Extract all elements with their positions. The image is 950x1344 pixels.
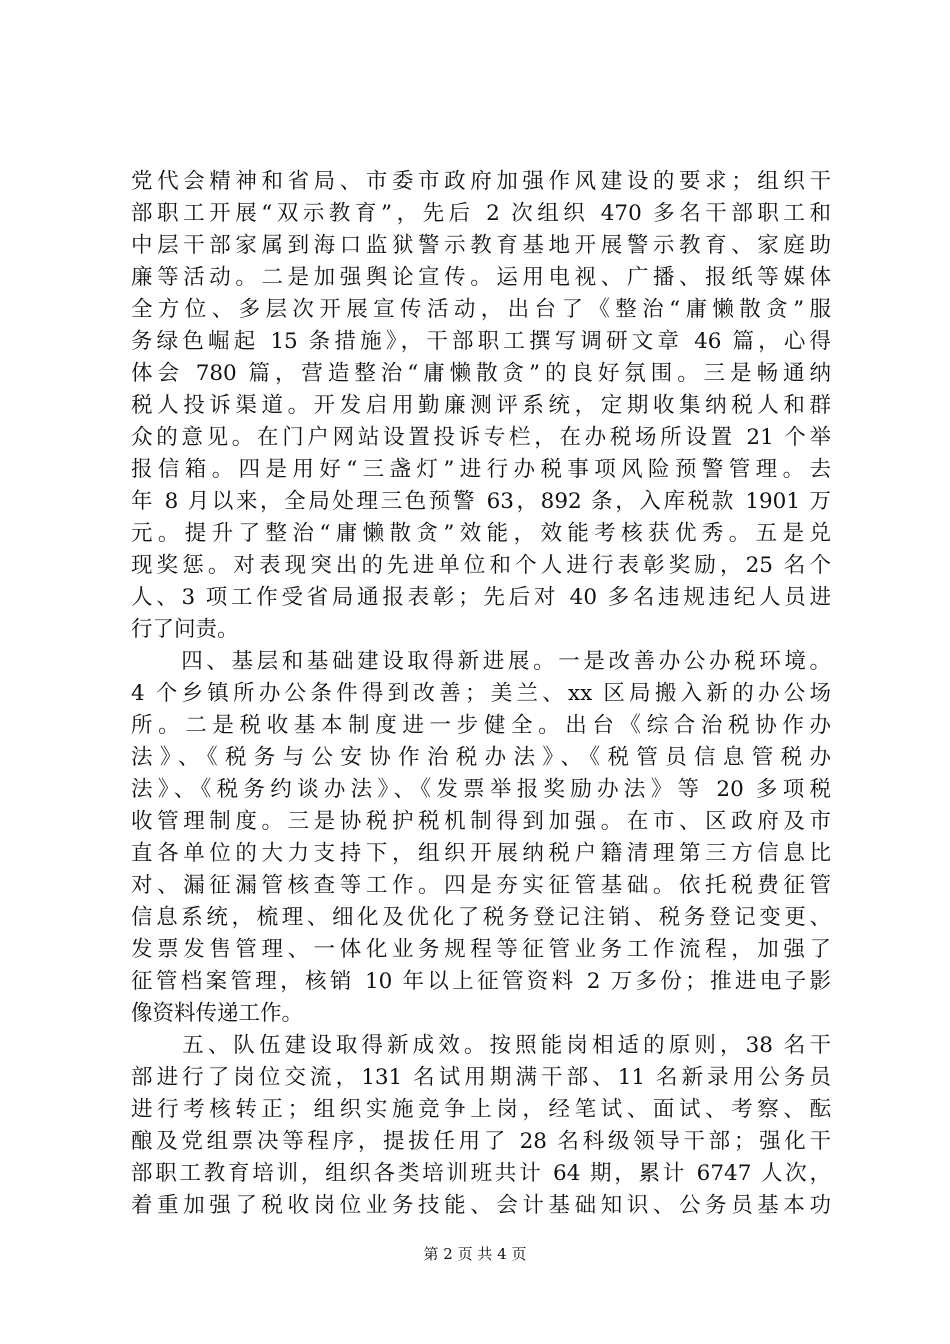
text-line: 税人投诉渠道。开发启用勤廉测评系统，定期收集纳税人和群 [131, 393, 831, 418]
text-line: 信息系统，梳理、细化及优化了税务登记注销、税务登记变更、 [131, 905, 831, 930]
text-line: 五、队伍建设取得新成效。按照能岗相适的原则，38 名干 [131, 1033, 831, 1058]
text-line: 元。提升了整治“庸懒散贪”效能，效能考核获优秀。五是兑 [131, 521, 831, 546]
text-line: 体会 780 篇，营造整治“庸懒散贪”的良好氛围。三是畅通纳 [131, 361, 831, 386]
text-line: 征管档案管理，核销 10 年以上征管资料 2 万多份；推进电子影 [131, 969, 831, 994]
text-line: 4 个乡镇所办公条件得到改善；美兰、xx 区局搬入新的办公场 [131, 681, 831, 706]
text-line: 所。二是税收基本制度进一步健全。出台《综合治税协作办 [131, 713, 831, 738]
text-line: 酿及党组票决等程序，提拔任用了 28 名科级领导干部；强化干 [131, 1129, 831, 1154]
body-text [131, 166, 831, 1222]
text-line: 务绿色崛起 15 条措施》，干部职工撰写调研文章 46 篇，心得 [131, 329, 831, 354]
text-line: 对、漏征漏管核查等工作。四是夯实征管基础。依托税费征管 [131, 873, 831, 898]
text-line: 四、基层和基础建设取得新进展。一是改善办公办税环境。 [131, 649, 831, 674]
text-line: 人、3 项工作受省局通报表彰；先后对 40 多名违规违纪人员进 [131, 585, 831, 610]
text-line: 党代会精神和省局、市委市政府加强作风建设的要求；组织干 [131, 169, 831, 194]
text-line: 着重加强了税收岗位业务技能、会计基础知识、公务员基本功 [131, 1193, 831, 1218]
text-line: 年 8 月以来，全局处理三色预警 63，892 条，入库税款 1901 万 [131, 489, 831, 514]
text-line: 众的意见。在门户网站设置投诉专栏，在办税场所设置 21 个举 [131, 425, 831, 450]
text-line: 部职工开展“双示教育”，先后 2 次组织 470 多名干部职工和 [131, 201, 831, 226]
text-line: 全方位、多层次开展宣传活动，出台了《整治“庸懒散贪”服 [131, 297, 831, 322]
text-line: 报信箱。四是用好“三盏灯”进行办税事项风险预警管理。去 [131, 457, 831, 482]
text-line: 部职工教育培训，组织各类培训班共计 64 期，累计 6747 人次， [131, 1161, 831, 1186]
text-line: 收管理制度。三是协税护税机制得到加强。在市、区政府及市 [131, 809, 831, 834]
text-line: 中层干部家属到海口监狱警示教育基地开展警示教育、家庭助 [131, 233, 831, 258]
text-line: 行了问责。 [131, 617, 239, 642]
text-line: 直各单位的大力支持下，组织开展纳税户籍清理第三方信息比 [131, 841, 831, 866]
text-line: 部进行了岗位交流，131 名试用期满干部、11 名新录用公务员 [131, 1065, 831, 1090]
text-line: 法》、《税务与公安协作治税办法》、《税管员信息管税办 [131, 745, 831, 770]
text-line: 现奖惩。对表现突出的先进单位和个人进行表彰奖励，25 名个 [131, 553, 831, 578]
text-line: 像资料传递工作。 [131, 1001, 304, 1026]
text-line: 廉等活动。二是加强舆论宣传。运用电视、广播、报纸等媒体 [131, 265, 831, 290]
text-line: 进行考核转正；组织实施竞争上岗，经笔试、面试、考察、酝 [131, 1097, 831, 1122]
text-line: 发票发售管理、一体化业务规程等征管业务工作流程，加强了 [131, 937, 831, 962]
page-footer: 第 2 页 共 4 页 [423, 1245, 527, 1263]
text-line: 法》、《税务约谈办法》、《发票举报奖励办法》等 20 多项税 [131, 777, 831, 802]
